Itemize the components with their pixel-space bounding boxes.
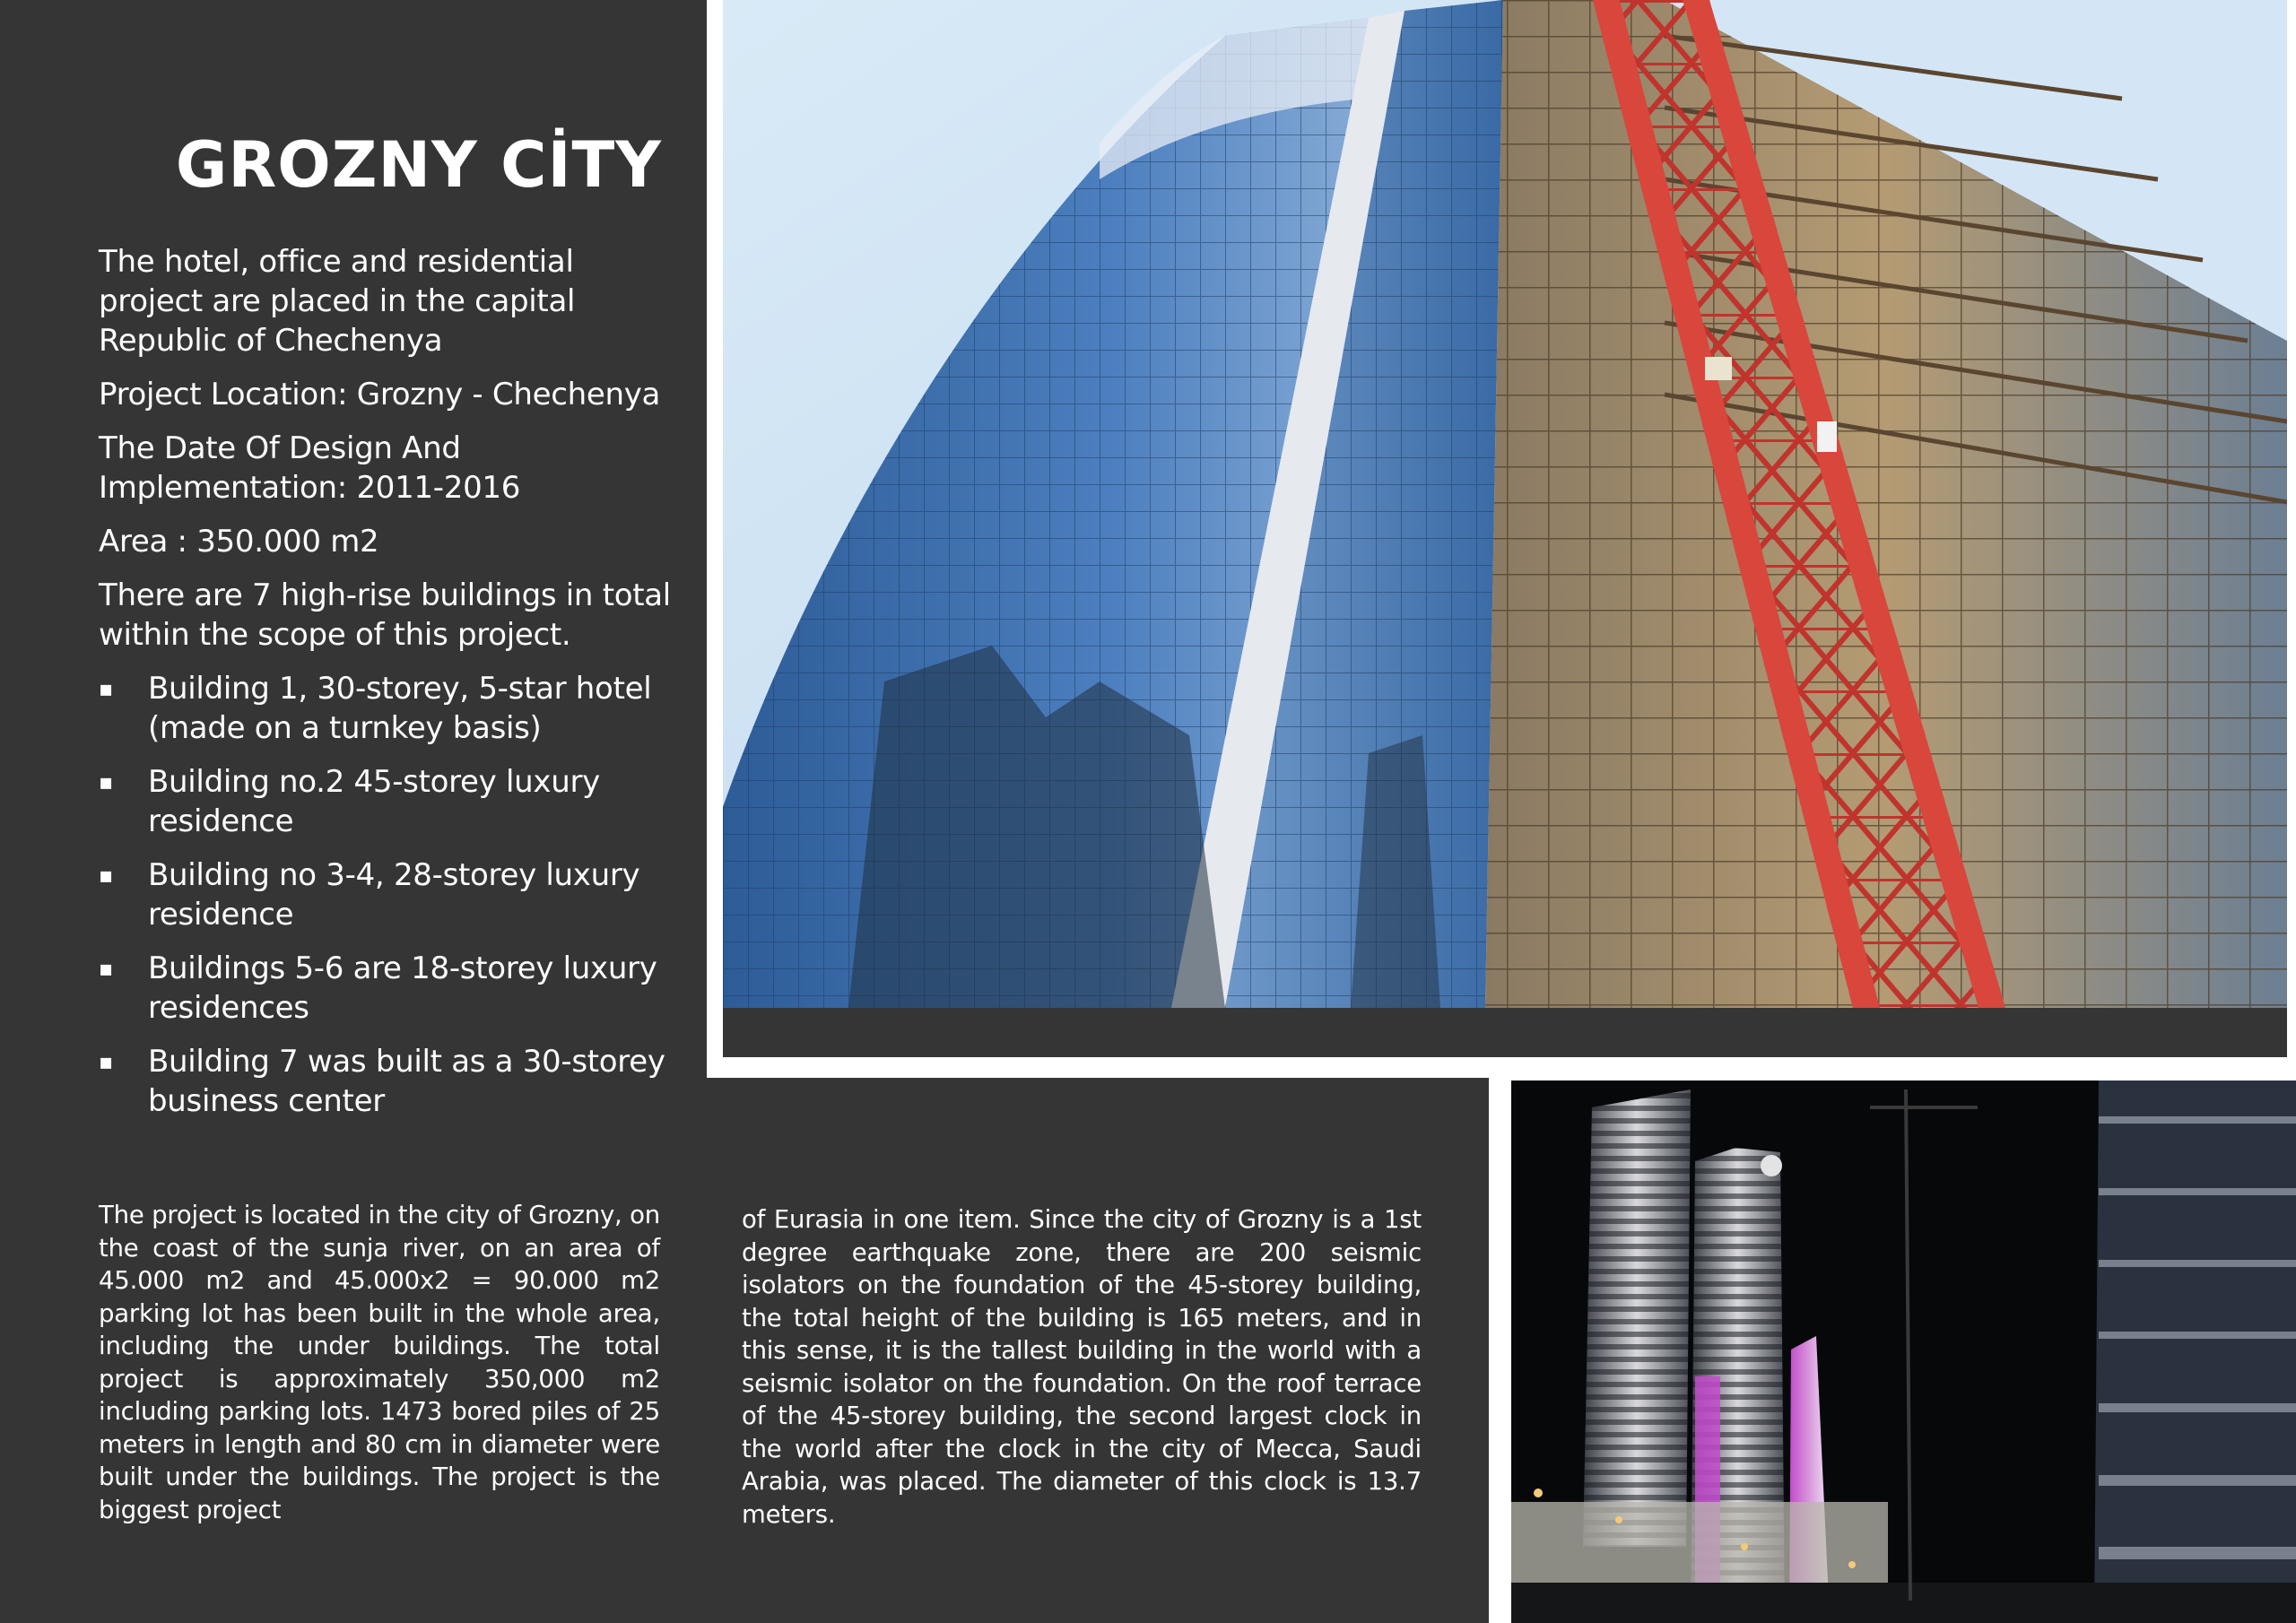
building-list xyxy=(99,669,673,1121)
night-skyline-photo xyxy=(1511,1081,2296,1623)
bullet-icon: ▪ xyxy=(99,863,113,888)
building-list-item-text: Buildings 5-6 are 18-storey luxury residences xyxy=(148,950,657,1026)
intro-location: Project Location: Grozny - Chechenya xyxy=(99,377,661,412)
project-summary xyxy=(99,242,673,1135)
page-title: GROZNY CİTY xyxy=(175,128,662,202)
bullet-icon: ▪ xyxy=(99,956,113,981)
bullet-icon: ▪ xyxy=(99,676,113,701)
building-list-item xyxy=(99,855,673,934)
intro-area: Area : 350.000 m2 xyxy=(99,524,379,560)
intro-dates: The Date Of Design And Implementation: 2011-2016 xyxy=(99,430,521,506)
photo-top-dark-band xyxy=(723,1008,2287,1057)
intro-buildings-count: There are 7 high-rise buildings in total within the scope of this project. xyxy=(99,577,671,653)
building-list-item xyxy=(99,1042,673,1121)
building-list-item-text: Building 1, 30-storey, 5-star hotel (made on a turnkey basis) xyxy=(148,671,652,746)
bullet-icon: ▪ xyxy=(99,769,113,794)
building-list-item xyxy=(99,669,673,748)
building-list-item xyxy=(99,949,673,1028)
building-list-item xyxy=(99,762,673,841)
bullet-icon: ▪ xyxy=(99,1049,113,1074)
building-list-item-text: Building 7 was built as a 30-storey business center xyxy=(148,1044,665,1119)
intro-description: The hotel, office and residential project are placed in the capital Republic of Chechenya xyxy=(99,244,576,359)
building-list-item-text: Building no.2 45-storey luxury residence xyxy=(148,764,600,839)
tower-construction-photo xyxy=(723,0,2287,1008)
body-text-column-1: The project is located in the city of Grozny, on the coast of the sunja river, on an area of 45.000 m2 and 45.000x2 = 90.000 m2 parking lot has been built in the whole area, including the under buildings. The total project is approximately 350,000 m2 including parking lots. 1473 bored piles of 25 meters in length and 80 cm in diameter were built under the buildings. The project is the biggest project xyxy=(99,1201,660,1524)
body-text-column-2: of Eurasia in one item. Since the city of Grozny is a 1st degree earthquake zone, there are 200 seismic isolators on the foundation of the 45-storey building, the total height of the building is 165 meters, and in this sense, it is the tallest building in the world with a seismic isolator on the foundation. On the roof terrace of the 45-storey building, the second largest clock in the world after the clock in the city of Mecca, Saudi Arabia, was placed. The diameter of this clock is 13.7 meters. xyxy=(742,1205,1422,1529)
building-list-item-text: Building no 3-4, 28-storey luxury residence xyxy=(148,857,640,933)
